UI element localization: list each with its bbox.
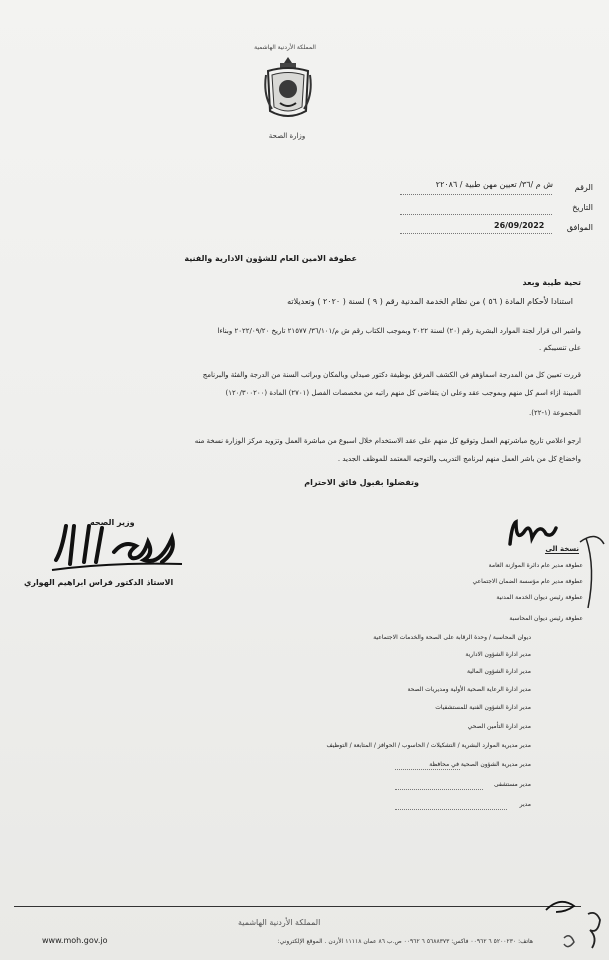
body-paragraph-2-line-1: واشير الى قرار لجنة الموارد البشرية رقم (٢٠) لسنة ٢٠٢٢ وبموجب الكتاب رقم ش م/٣٦/١٠١/ ٢١٥٧٧ تاريخ ٢٠٢٢/٠٩/٢٠ وبناءا xyxy=(217,327,581,335)
copy-item-11: مدير مديرية الموارد البشرية / التشكيلات / الحاسوب / الحوافز / المتابعة / التوظيف xyxy=(326,742,531,749)
ref-label: الرقم xyxy=(574,183,593,192)
body-paragraph-4-line-1: ارجو اعلامي تاريخ مباشرتهم العمل وتوقيع كل منهم على عقد الاستخدام خلال اسبوع من مباشرة العمل وتزويد مركز الوزارة نسخة منه xyxy=(194,437,581,445)
footer-scribble xyxy=(540,892,606,952)
footer-website-link[interactable]: www.moh.gov.jo xyxy=(42,936,108,945)
copy-item-14: مدير xyxy=(519,801,531,808)
copy-item-3: عطوفة رئيس ديوان الخدمة المدنية xyxy=(496,594,583,601)
copy-item-13: مدير مستشفى xyxy=(493,781,531,788)
copy-item-1: عطوفة مدير عام دائرة الموازنة العامة xyxy=(488,562,583,569)
body-paragraph-3-line-1: قررت تعيين كل من المدرجة اسماؤهم في الكشف المرفق بوظيفة دكتور صيدلي وبالمكان وبراتب السنة من الدرجة والفئة والبرنامج xyxy=(202,371,581,379)
ministry-name: وزارة الصحة xyxy=(268,132,306,140)
ref-value: ش م /٣٦/ تعيين مهن طبية / ٢٢٠٨٦ xyxy=(435,180,553,189)
body-paragraph-3-line-2: المبينة ازاء اسم كل منهم وبموجب عقد وعلى ان يتقاضى كل منهم راتبه من مخصصات الفصل (٢٧٠١) المادة (١٢٠/٣٠٠٢٠٠) xyxy=(225,389,581,397)
minister-signature xyxy=(48,520,188,578)
copy-item-10: مدير ادارة التأمين الصحي xyxy=(467,723,531,730)
copy-item-5: ديوان المحاسبة / وحدة الرقابة على الصحة والخدمات الاجتماعية xyxy=(373,634,531,641)
greeting: تحية طيبة وبعد xyxy=(522,278,581,287)
body-paragraph-3-line-3: المجموعة (١-٢٢). xyxy=(529,409,581,417)
copy-item-4: عطوفة رئيس ديوان المحاسبة xyxy=(509,615,583,622)
body-paragraph-2-line-2: على تنسيبكم . xyxy=(538,344,581,352)
corresponding-date: 26/09/2022 xyxy=(494,221,545,230)
signatory-name: الاستاذ الدكتور فراس ابراهيم الهواري xyxy=(24,578,174,587)
signatory-title: وزير الصحه xyxy=(90,518,135,527)
copy-item-8: مدير ادارة الرعاية الصحية الأولية ومديريات الصحة xyxy=(407,686,531,693)
copy-item-9: مدير ادارة الشؤون الفنية للمستشفيات xyxy=(435,704,531,711)
footer-kingdom: المملكة الأردنية الهاشمية xyxy=(238,918,321,927)
copy-item-2: عطوفة مدير عام مؤسسة الضمان الاجتماعي xyxy=(472,578,583,585)
crest-caption: المملكة الأردنية الهاشمية xyxy=(254,44,316,51)
copy-item-12: مدير مديرية الشؤون الصحية في محافظة xyxy=(429,761,531,768)
corresponding-label: الموافق xyxy=(566,223,593,232)
date-label: التاريخ xyxy=(572,203,593,212)
copy-item-6: مدير ادارة الشؤون الادارية xyxy=(465,651,531,658)
footer-contact: هاتف: ٥٢٠٠٢٣٠ ٦ ٠٠٩٦٢ فاكس: ٥٦٨٨٣٧٣ ٦ ٠٠٩٦٢ ص.ب ٨٦ عمان ١١١١٨ الأردن . الموقع الإلكتروني: xyxy=(277,938,533,945)
addressee: عطوفة الامين العام للشؤون الادارية والفنية xyxy=(184,254,357,263)
coat-of-arms-logo xyxy=(262,55,314,123)
copies-label: نسخة الى xyxy=(545,545,579,553)
closing: وتفضلوا بقبول فائق الاحترام xyxy=(304,478,419,487)
footer-rule xyxy=(14,906,581,907)
body-paragraph-4-line-2: واخضاع كل من باشر العمل منهم لبرنامج التدريب والتوجيه المعتمد للموظف الجديد . xyxy=(337,455,581,463)
copy-item-7: مدير ادارة الشؤون المالية xyxy=(466,668,531,675)
initials-mark xyxy=(506,518,558,548)
body-paragraph-1: استنادا لأحكام المادة ( ٥٦ ) من نظام الخدمة المدنية رقم ( ٩ ) لسنة ( ٢٠٢٠ ) وتعديلاته xyxy=(287,297,573,306)
